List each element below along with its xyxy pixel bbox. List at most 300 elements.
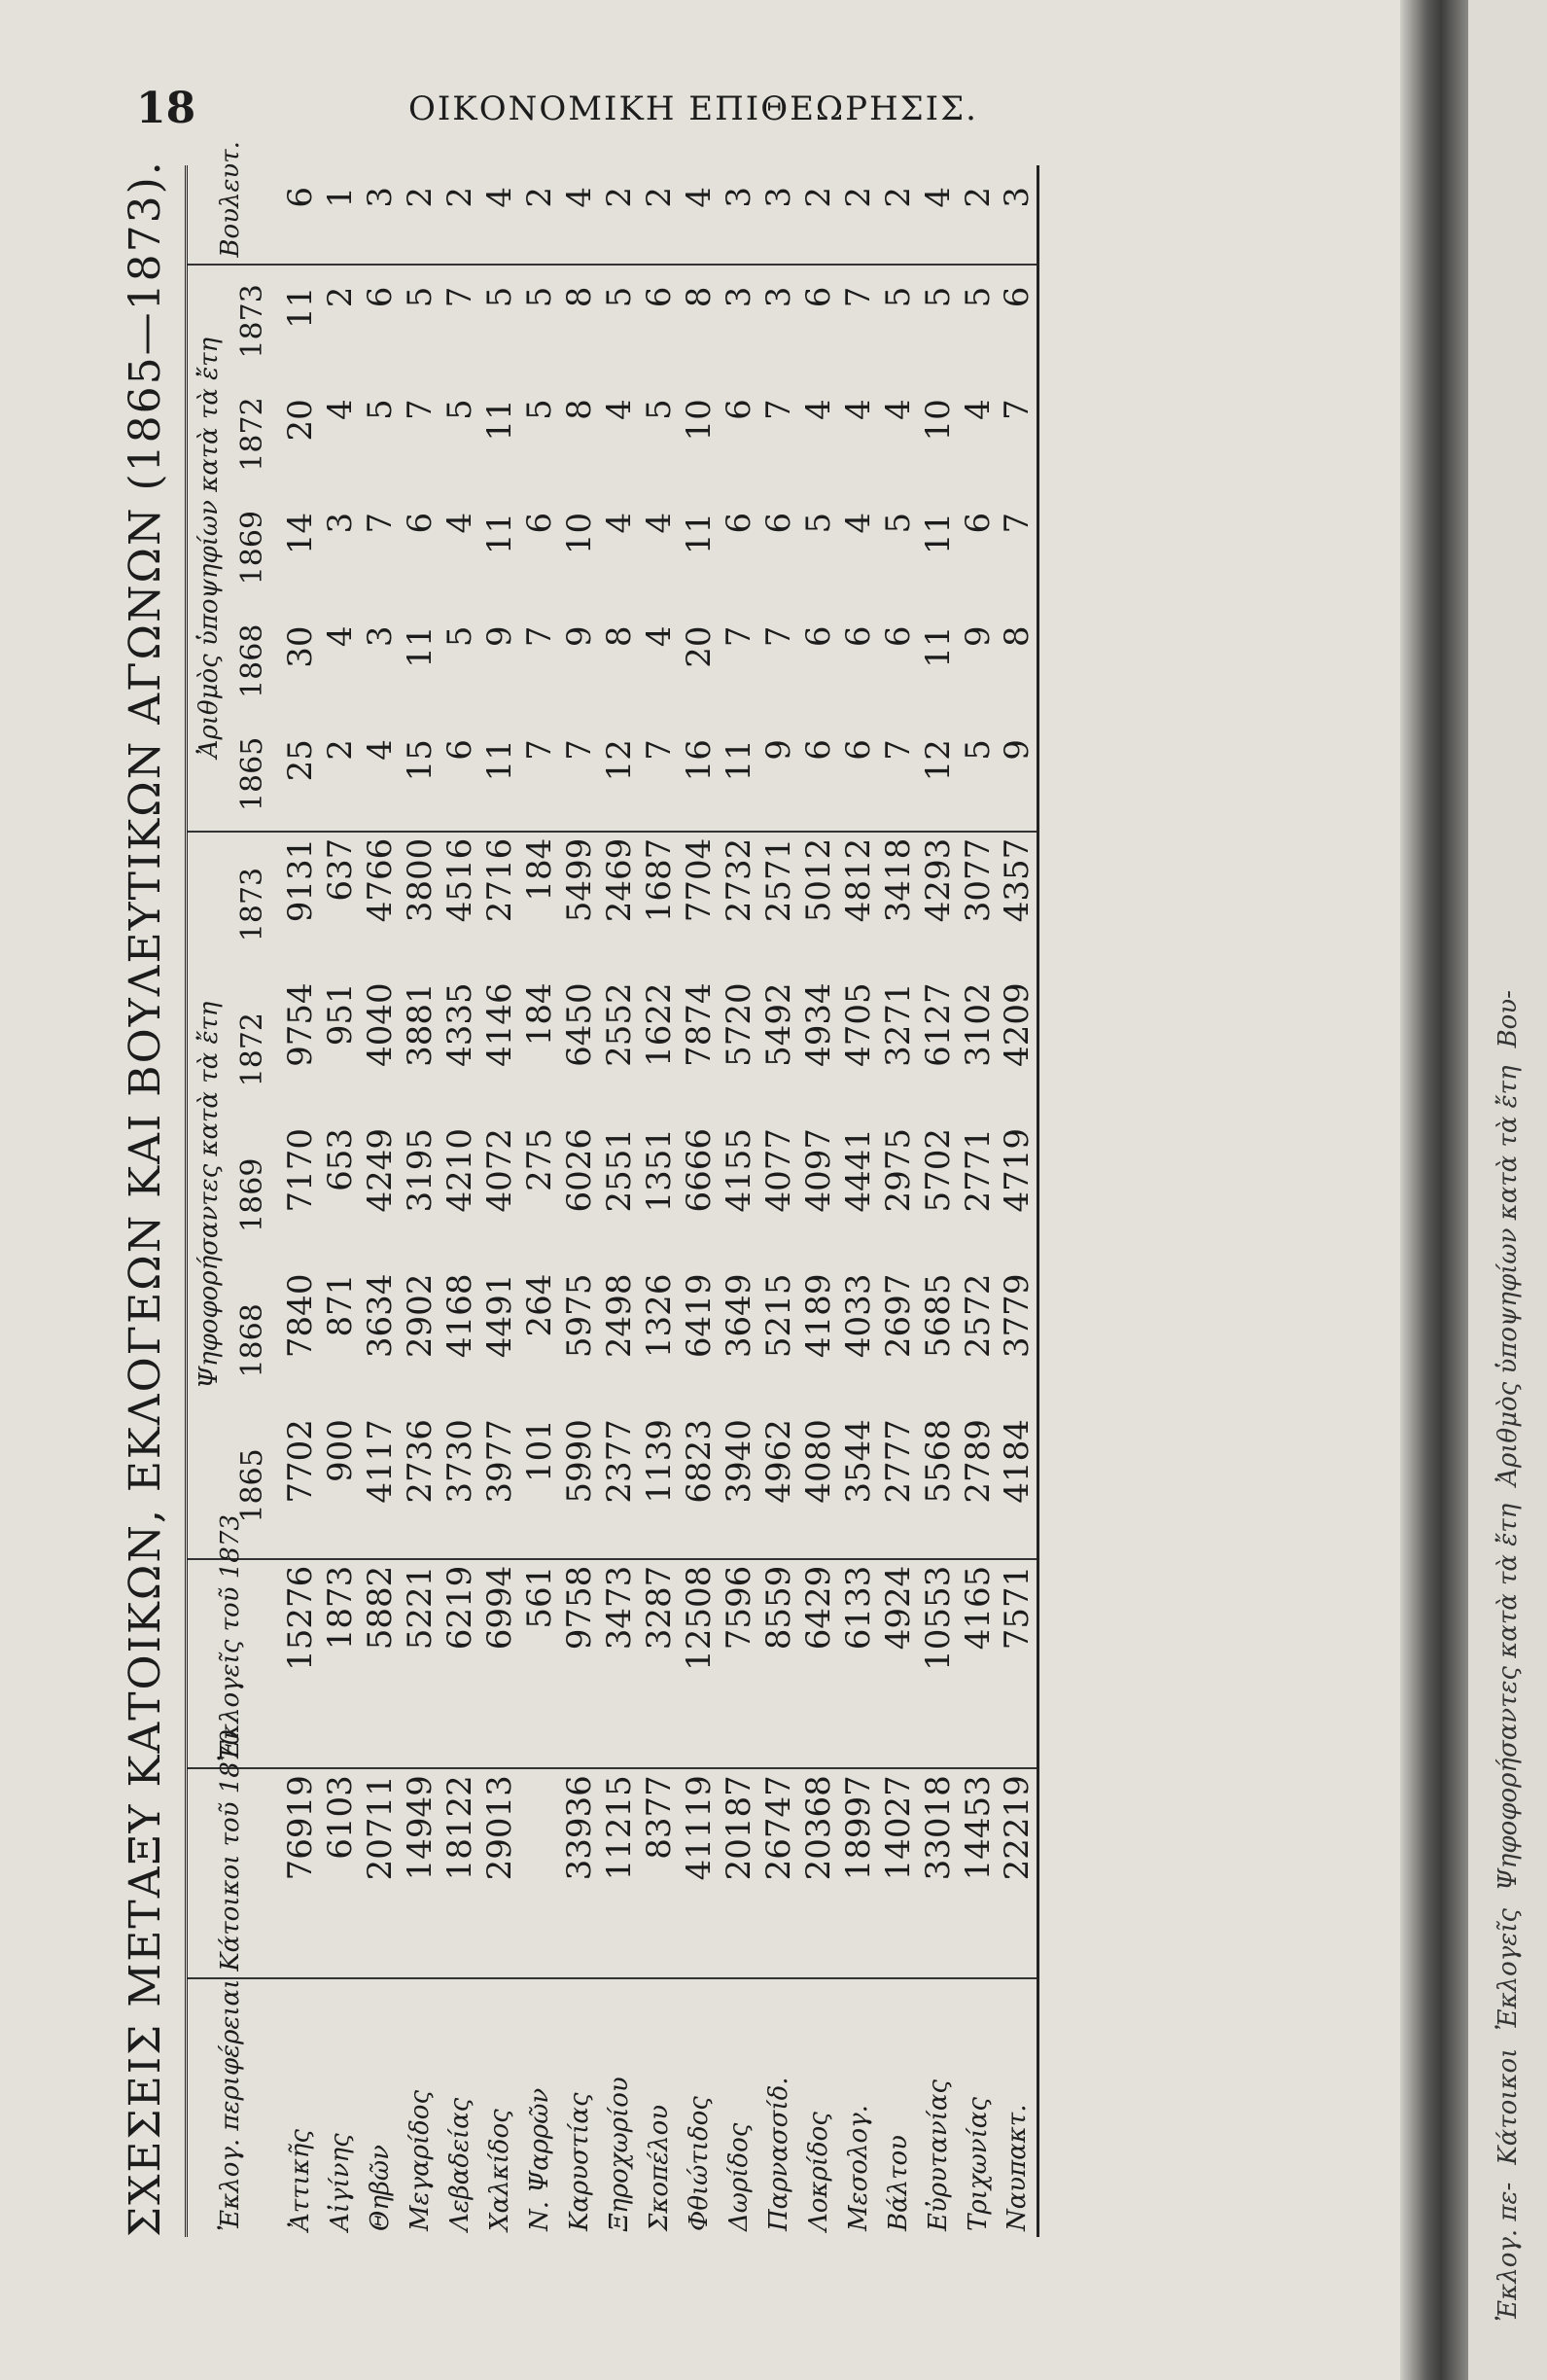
population-cell: 33936 (559, 1768, 599, 1978)
population-cell: 22219 (998, 1768, 1038, 1978)
voters-cell: 3881 (400, 982, 439, 1067)
header-electors: Ἐκλογεῖς τοῦ 1873 (187, 1559, 274, 1769)
running-title: ΟΙΚΟΝΟΜΙΚΗ ΕΠΙΘΕΩΡΗΣΙΣ. (408, 89, 978, 128)
voters-cell: 1687 (639, 832, 679, 977)
next-page-header: Ἐκλογεῖς (1493, 1908, 1523, 2031)
electors-cell: 7571 (998, 1559, 1038, 1769)
electors-cell: 561 (519, 1559, 559, 1769)
rotated-table-block (107, 141, 1254, 2237)
voters-cell: 2571 (758, 832, 798, 977)
header-voters-group: Ψηφοφορήσαντες κατὰ τὰ ἔτη (187, 832, 231, 1559)
district-cell: Λεβαδείας (439, 1978, 479, 2237)
voters-cell: 1622 (639, 982, 679, 1067)
candidates-cell: 8 (559, 265, 599, 378)
population-cell: 11215 (599, 1768, 639, 1978)
candidates-cell: 9 (998, 739, 1037, 761)
voters-cell: 2498 (599, 1273, 639, 1359)
voters-cell: 275 (519, 1127, 559, 1191)
district-cell: Ναυπακτ. (998, 1978, 1038, 2237)
header-population: Κάτοικοι τοῦ 1870 (187, 1768, 274, 1978)
candidates-cell: 6 (798, 625, 838, 648)
voters-year-header: 1869 (234, 1157, 269, 1232)
population-cell (519, 1768, 559, 1978)
candidates-cell: 5 (599, 265, 639, 378)
voters-cell: 5568 (918, 1419, 958, 1504)
deputies-cell: 4 (559, 187, 599, 208)
candidates-cell: 5 (639, 399, 679, 420)
district-cell: Ἀττικῆς (273, 1978, 320, 2237)
electors-cell: 9758 (559, 1559, 599, 1769)
voters-year-header: 1872 (234, 1012, 269, 1087)
district-cell: Αἰγίνης (320, 1978, 360, 2237)
candidates-cell: 8 (599, 625, 639, 648)
candidates-cell: 6 (798, 739, 838, 761)
district-cell: Μεγαρίδος (400, 1978, 439, 2237)
candidates-cell: 6 (758, 512, 798, 534)
candidates-cell: 7 (719, 625, 758, 648)
table-row (798, 165, 838, 2237)
candidates-cell: 6 (958, 512, 998, 534)
header-candidates-group: Ἀριθμὸς ὑποψηφίων κατὰ τὰ ἔτη (187, 265, 231, 832)
voters-cell: 7702 (281, 1419, 320, 1504)
district-cell: Δωρίδος (719, 1978, 758, 2237)
population-cell: 29013 (479, 1768, 519, 1978)
next-page-header: Κάτοικοι (1493, 2047, 1523, 2165)
voters-cell: 2716 (479, 832, 519, 977)
table-title: ΣΧΕΣΕΙΣ ΜΕΤΑΞΥ ΚΑΤΟΙΚΩΝ, ΕΚΛΟΓΕΩΝ ΚΑΙ ΒΟΥΛΕΥΤΙΚΩΝ ΑΓΩΝΩΝ (1865—1873). (121, 160, 170, 2237)
table-row (639, 165, 679, 2237)
voters-cell: 3730 (439, 1419, 479, 1504)
candidates-cell: 7 (998, 512, 1037, 534)
candidates-cell: 3 (719, 265, 758, 378)
candidates-cell: 4 (639, 512, 679, 534)
candidates-cell: 6 (639, 265, 679, 378)
voters-cell: 1351 (639, 1127, 679, 1213)
deputies-cell: 4 (679, 187, 719, 208)
voters-cell: 4249 (360, 1127, 400, 1213)
candidates-cell: 7 (519, 739, 559, 761)
table-row (918, 165, 958, 2237)
voters-cell: 6026 (559, 1127, 599, 1213)
electors-cell: 6994 (479, 1559, 519, 1769)
voters-cell: 2902 (400, 1273, 439, 1359)
candidates-cell: 5 (479, 265, 519, 378)
header-deputies: Βουλευτ. (216, 141, 245, 258)
voters-cell: 637 (320, 832, 360, 977)
voters-cell: 4097 (798, 1127, 838, 1213)
voters-cell: 4155 (719, 1127, 758, 1213)
deputies-cell: 2 (958, 187, 998, 208)
voters-cell: 2552 (599, 982, 639, 1067)
candidates-cell: 4 (439, 512, 479, 534)
candidates-cell: 7 (559, 739, 599, 761)
table-row (320, 165, 360, 2237)
voters-cell: 184 (519, 982, 559, 1047)
deputies-cell: 3 (998, 187, 1037, 208)
voters-cell: 4335 (439, 982, 479, 1067)
next-page-header: Ψηφοφορήσαντες κατὰ τὰ ἔτη (1493, 1503, 1523, 1891)
voters-cell: 6450 (559, 982, 599, 1067)
candidates-cell: 5 (400, 265, 439, 378)
voters-cell: 2732 (719, 832, 758, 977)
voters-cell: 3977 (479, 1419, 519, 1504)
electors-cell: 8559 (758, 1559, 798, 1769)
candidates-cell: 5 (958, 265, 998, 378)
voters-cell: 7704 (679, 832, 719, 977)
electors-cell: 12508 (679, 1559, 719, 1769)
voters-cell: 3800 (400, 832, 439, 977)
voters-cell: 5990 (559, 1419, 599, 1504)
voters-cell: 4705 (838, 982, 878, 1067)
population-cell: 6103 (320, 1768, 360, 1978)
deputies-cell: 3 (719, 187, 758, 208)
candidates-cell: 8 (559, 399, 599, 420)
next-page-header: Ἀριθμὸς ὑποψηφίων κατὰ τὰ ἔτη (1493, 1065, 1523, 1486)
electors-cell: 4165 (958, 1559, 998, 1769)
voters-year-header: 1873 (230, 832, 273, 977)
electors-cell: 5221 (400, 1559, 439, 1769)
candidates-cell: 5 (519, 399, 559, 420)
voters-cell: 2771 (958, 1127, 998, 1213)
voters-cell: 3418 (878, 832, 918, 977)
electors-cell: 7596 (719, 1559, 758, 1769)
voters-cell: 3544 (838, 1419, 878, 1504)
deputies-cell: 6 (281, 187, 320, 208)
district-cell: Βάλτου (878, 1978, 918, 2237)
voters-cell: 4077 (758, 1127, 798, 1213)
deputies-cell: 4 (918, 187, 958, 208)
candidates-cell: 11 (479, 399, 519, 442)
candidates-cell: 6 (719, 399, 758, 420)
candidates-cell: 12 (918, 739, 958, 782)
voters-cell: 3077 (958, 832, 998, 977)
deputies-cell: 2 (439, 187, 479, 208)
voters-cell: 1139 (639, 1419, 679, 1504)
candidates-cell: 2 (320, 265, 360, 378)
next-page-header: Ἐκλογ. πε- (1493, 2182, 1523, 2322)
population-cell: 14453 (958, 1768, 998, 1978)
voters-cell: 4117 (360, 1419, 400, 1504)
table-row (998, 165, 1038, 2237)
voters-cell: 6127 (918, 982, 958, 1067)
candidates-cell: 12 (599, 739, 639, 782)
candidates-cell: 6 (798, 265, 838, 378)
candidates-cell: 6 (439, 739, 479, 761)
voters-cell: 3649 (719, 1273, 758, 1359)
voters-cell: 4168 (439, 1273, 479, 1359)
voters-cell: 4719 (998, 1127, 1037, 1213)
candidates-cell: 3 (320, 512, 360, 534)
district-cell: Φθιώτιδος (679, 1978, 719, 2237)
voters-cell: 5702 (918, 1127, 958, 1213)
voters-cell: 184 (519, 832, 559, 977)
deputies-cell: 2 (798, 187, 838, 208)
table-row (273, 165, 320, 2237)
deputies-cell: 2 (400, 187, 439, 208)
candidates-cell: 5 (439, 399, 479, 420)
voters-cell: 5215 (758, 1273, 798, 1359)
voters-cell: 7874 (679, 982, 719, 1067)
voters-cell: 4441 (838, 1127, 878, 1213)
candidates-cell: 4 (838, 512, 878, 534)
candidates-cell: 10 (679, 399, 719, 442)
district-cell: Λοκρίδος (798, 1978, 838, 2237)
header-district: Ἐκλογ. περιφέρειαι (187, 1978, 274, 2237)
candidates-year-header: 1869 (234, 510, 269, 586)
voters-cell: 4033 (838, 1273, 878, 1359)
voters-cell: 5499 (559, 832, 599, 977)
voters-cell: 5012 (798, 832, 838, 977)
candidates-cell: 11 (273, 265, 320, 378)
candidates-cell: 6 (838, 739, 878, 761)
voters-cell: 101 (519, 1419, 559, 1483)
candidates-cell: 4 (599, 512, 639, 534)
candidates-cell: 25 (281, 739, 320, 782)
candidates-cell: 9 (958, 625, 998, 648)
candidates-cell: 4 (878, 399, 918, 420)
candidates-year-header: 1868 (234, 623, 269, 698)
voters-year-header: 1868 (234, 1303, 269, 1378)
candidates-cell: 4 (320, 399, 360, 420)
voters-cell: 2572 (958, 1273, 998, 1359)
table-row (479, 165, 519, 2237)
population-cell: 8377 (639, 1768, 679, 1978)
statistics-table (185, 141, 1039, 2237)
candidates-cell: 4 (958, 399, 998, 420)
table-row (559, 165, 599, 2237)
voters-cell: 5720 (719, 982, 758, 1067)
population-cell: 76919 (273, 1768, 320, 1978)
voters-cell: 4766 (360, 832, 400, 977)
voters-year-header: 1865 (234, 1448, 269, 1523)
voters-cell: 2551 (599, 1127, 639, 1213)
candidates-cell: 6 (519, 512, 559, 534)
candidates-cell: 9 (559, 625, 599, 648)
population-cell: 18122 (439, 1768, 479, 1978)
population-cell: 20711 (360, 1768, 400, 1978)
table-row (838, 165, 878, 2237)
table-body (273, 165, 1038, 2237)
candidates-cell: 7 (439, 265, 479, 378)
candidates-cell: 3 (360, 625, 400, 648)
page-number: 18 (136, 84, 196, 133)
voters-cell: 4962 (758, 1419, 798, 1504)
book-gutter (1400, 0, 1468, 2380)
electors-cell: 3287 (639, 1559, 679, 1769)
candidates-cell: 4 (360, 739, 400, 761)
deputies-cell: 2 (519, 187, 559, 208)
candidates-cell: 5 (878, 265, 918, 378)
population-cell: 14027 (878, 1768, 918, 1978)
candidates-cell: 6 (360, 265, 400, 378)
candidates-cell: 5 (360, 399, 400, 420)
candidates-year-header: 1873 (230, 265, 273, 378)
candidates-cell: 11 (400, 625, 439, 668)
candidates-cell: 6 (719, 512, 758, 534)
electors-cell: 1873 (320, 1559, 360, 1769)
voters-cell: 3779 (998, 1273, 1037, 1359)
table-row (360, 165, 400, 2237)
voters-cell: 2377 (599, 1419, 639, 1504)
voters-cell: 3195 (400, 1127, 439, 1213)
voters-cell: 4209 (998, 982, 1037, 1067)
population-cell: 26747 (758, 1768, 798, 1978)
candidates-cell: 11 (918, 512, 958, 555)
candidates-cell: 11 (479, 512, 519, 555)
voters-cell: 6823 (679, 1419, 719, 1504)
voters-cell: 3940 (719, 1419, 758, 1504)
candidates-cell: 6 (878, 625, 918, 648)
next-page-header: Βου- (1493, 990, 1523, 1048)
voters-cell: 2789 (958, 1419, 998, 1504)
voters-cell: 5685 (918, 1273, 958, 1359)
candidates-year-header: 1872 (234, 397, 269, 472)
candidates-cell: 8 (998, 625, 1037, 648)
deputies-cell: 1 (320, 187, 360, 208)
voters-cell: 4293 (918, 832, 958, 977)
electors-cell: 10553 (918, 1559, 958, 1769)
electors-cell: 6219 (439, 1559, 479, 1769)
table-row (878, 165, 918, 2237)
voters-cell: 5975 (559, 1273, 599, 1359)
candidates-cell: 3 (758, 265, 798, 378)
district-cell: Ξηροχωρίου (599, 1978, 639, 2237)
voters-cell: 871 (320, 1273, 360, 1337)
voters-cell: 4184 (998, 1419, 1037, 1504)
electors-cell: 6133 (838, 1559, 878, 1769)
candidates-cell: 7 (519, 625, 559, 648)
district-cell: Παρνασσίδ. (758, 1978, 798, 2237)
table-row (719, 165, 758, 2237)
candidates-cell: 6 (400, 512, 439, 534)
voters-cell: 9131 (273, 832, 320, 977)
candidates-cell: 30 (281, 625, 320, 668)
next-page-edge (1468, 0, 1547, 2380)
voters-cell: 264 (519, 1273, 559, 1337)
voters-cell: 4357 (998, 832, 1038, 977)
voters-cell: 7840 (281, 1273, 320, 1359)
deputies-cell: 4 (479, 187, 519, 208)
electors-cell: 4924 (878, 1559, 918, 1769)
candidates-cell: 9 (758, 739, 798, 761)
candidates-cell: 7 (998, 399, 1037, 420)
voters-cell: 4934 (798, 982, 838, 1067)
candidates-cell: 5 (878, 512, 918, 534)
candidates-cell: 4 (599, 399, 639, 420)
table-row (958, 165, 998, 2237)
voters-cell: 4491 (479, 1273, 519, 1359)
table-row (758, 165, 798, 2237)
candidates-cell: 4 (639, 625, 679, 648)
candidates-cell: 7 (878, 739, 918, 761)
candidates-cell: 7 (758, 625, 798, 648)
population-cell: 20368 (798, 1768, 838, 1978)
candidates-cell: 4 (798, 399, 838, 420)
candidates-cell: 11 (479, 739, 519, 782)
population-cell: 14949 (400, 1768, 439, 1978)
deputies-cell: 2 (878, 187, 918, 208)
voters-cell: 4072 (479, 1127, 519, 1213)
table-row (679, 165, 719, 2237)
district-cell: Χαλκίδος (479, 1978, 519, 2237)
candidates-cell: 10 (559, 512, 599, 555)
candidates-cell: 7 (400, 399, 439, 420)
candidates-cell: 7 (639, 739, 679, 761)
electors-cell: 3473 (599, 1559, 639, 1769)
table-row (400, 165, 439, 2237)
candidates-cell: 11 (719, 739, 758, 782)
voters-cell: 7170 (281, 1127, 320, 1213)
table-row (519, 165, 559, 2237)
table-row (439, 165, 479, 2237)
voters-cell: 2469 (599, 832, 639, 977)
population-cell: 18997 (838, 1768, 878, 1978)
candidates-cell: 6 (998, 265, 1038, 378)
candidates-cell: 5 (958, 739, 998, 761)
voters-cell: 900 (320, 1419, 360, 1483)
candidates-cell: 11 (918, 625, 958, 668)
deputies-cell: 2 (639, 187, 679, 208)
voters-cell: 4189 (798, 1273, 838, 1359)
deputies-cell: 3 (758, 187, 798, 208)
candidates-cell: 5 (918, 265, 958, 378)
voters-cell: 5492 (758, 982, 798, 1067)
candidates-cell: 7 (360, 512, 400, 534)
candidates-year-header: 1865 (234, 736, 269, 812)
voters-cell: 2736 (400, 1419, 439, 1504)
voters-cell: 1326 (639, 1273, 679, 1359)
candidates-cell: 5 (798, 512, 838, 534)
candidates-cell: 9 (479, 625, 519, 648)
candidates-cell: 10 (918, 399, 958, 442)
district-cell: Εὐρυτανίας (918, 1978, 958, 2237)
candidates-cell: 5 (519, 265, 559, 378)
candidates-cell: 2 (320, 739, 360, 761)
voters-cell: 4146 (479, 982, 519, 1067)
deputies-cell: 2 (838, 187, 878, 208)
voters-cell: 4516 (439, 832, 479, 977)
electors-cell: 15276 (273, 1559, 320, 1769)
voters-cell: 2975 (878, 1127, 918, 1213)
voters-cell: 6666 (679, 1127, 719, 1213)
voters-cell: 2777 (878, 1419, 918, 1504)
voters-cell: 3271 (878, 982, 918, 1067)
voters-cell: 6419 (679, 1273, 719, 1359)
population-cell: 41119 (679, 1768, 719, 1978)
population-cell: 20187 (719, 1768, 758, 1978)
candidates-cell: 8 (679, 265, 719, 378)
district-cell: Τριχωνίας (958, 1978, 998, 2237)
page-header (0, 78, 1439, 136)
voters-cell: 3102 (958, 982, 998, 1067)
candidates-cell: 20 (281, 399, 320, 442)
candidates-cell: 6 (838, 625, 878, 648)
candidates-cell: 7 (838, 265, 878, 378)
voters-cell: 4812 (838, 832, 878, 977)
electors-cell: 6429 (798, 1559, 838, 1769)
district-cell: Ν. Ψαρρῶν (519, 1978, 559, 2237)
candidates-cell: 4 (838, 399, 878, 420)
district-cell: Καρυστίας (559, 1978, 599, 2237)
voters-cell: 9754 (281, 982, 320, 1067)
candidates-cell: 16 (679, 739, 719, 782)
deputies-cell: 3 (360, 187, 400, 208)
candidates-cell: 14 (281, 512, 320, 555)
deputies-cell: 2 (599, 187, 639, 208)
candidates-cell: 5 (439, 625, 479, 648)
population-cell: 33018 (918, 1768, 958, 1978)
voters-cell: 951 (320, 982, 360, 1047)
